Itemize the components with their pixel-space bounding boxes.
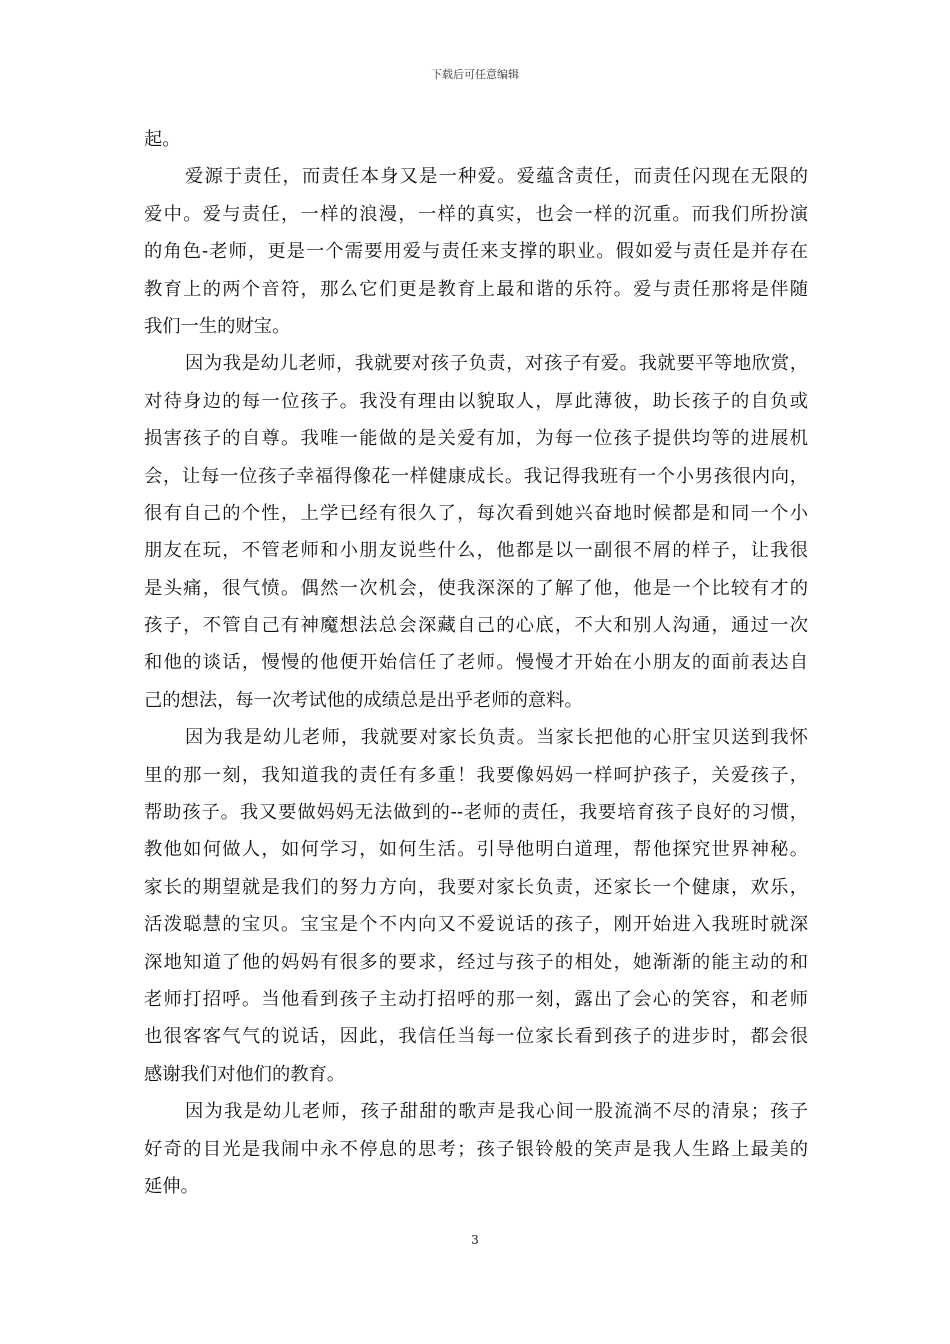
text-line: 家长的期望就是我们的努力方向，我要对家长负责，还家长一个健康，欢乐，	[144, 876, 808, 898]
document-body	[144, 121, 808, 1205]
text-line: 会，让每一位孩子幸福得像花一样健康成长。我记得我班有一个小男孩很内向，	[144, 465, 808, 487]
text-line: 深地知道了他的妈妈有很多的要求，经过与孩子的相处，她渐渐的能主动的和	[144, 951, 808, 973]
paragraph-start-line: 因为我是幼儿老师，我就要对孩子负责，对孩子有爱。我就要平等地欣赏，	[185, 353, 808, 375]
text-line: 教育上的两个音符，那么它们更是教育上最和谐的乐符。爱与责任那将是伴随	[144, 278, 808, 300]
paragraph-start-line: 因为我是幼儿老师，孩子甜甜的歌声是我心间一股流淌不尽的清泉；孩子	[185, 1101, 808, 1123]
text-line: 是头痛，很气愤。偶然一次机会，使我深深的了解了他，他是一个比较有才的	[144, 577, 808, 599]
text-line: 对待身边的每一位孩子。我没有理由以貌取人，厚此薄彼，助长孩子的自负或	[144, 390, 808, 412]
text-line: 教他如何做人，如何学习，如何生活。引导他明白道理，帮他探究世界神秘。	[144, 839, 808, 861]
text-line: 朋友在玩，不管老师和小朋友说些什么，他都是以一副很不屑的样子，让我很	[144, 540, 808, 562]
text-line: 帮助孩子。我又要做妈妈无法做到的--老师的责任，我要培育孩子良好的习惯，	[144, 802, 808, 824]
paragraph-start-line: 因为我是幼儿老师，我就要对家长负责。当家长把他的心肝宝贝送到我怀	[185, 727, 808, 749]
text-line: 爱中。爱与责任，一样的浪漫，一样的真实，也会一样的沉重。而我们所扮演	[144, 203, 808, 225]
text-line: 损害孩子的自尊。我唯一能做的是关爱有加，为每一位孩子提供均等的进展机	[144, 428, 808, 450]
text-line: 好奇的目光是我闹中永不停息的思考；孩子银铃般的笑声是我人生路上最美的	[144, 1138, 808, 1160]
text-line: 和他的谈话，慢慢的他便开始信任了老师。慢慢才开始在小朋友的面前表达自	[144, 652, 808, 674]
text-line: 的角色-老师，更是一个需要用爱与责任来支撑的职业。假如爱与责任是并存在	[144, 241, 808, 263]
text-line: 我们一生的财宝。	[144, 315, 291, 337]
text-line: 孩子，不管自己有神魔想法总会深藏自己的心底，不大和别人沟通，通过一次	[144, 615, 808, 637]
page-header: 下载后可任意编辑	[431, 68, 519, 81]
text-line: 很有自己的个性，上学已经有很久了，每次看到她兴奋地时候都是和同一个小	[144, 502, 808, 524]
text-line: 活泼聪慧的宝贝。宝宝是个不内向又不爱说话的孩子，刚开始进入我班时就深	[144, 914, 808, 936]
text-line: 己的想法，每一次考试他的成绩总是出乎老师的意料。	[144, 689, 583, 711]
page-number: 3	[471, 1233, 479, 1247]
text-line: 也很客客气气的说话，因此，我信任当每一位家长看到孩子的进步时，都会很	[144, 1026, 808, 1048]
text-line: 起。	[144, 129, 181, 150]
text-line: 延伸。	[144, 1175, 199, 1197]
text-line: 感谢我们对他们的教育。	[144, 1063, 346, 1085]
paragraph-start-line: 爱源于责任，而责任本身又是一种爱。爱蕴含责任，而责任闪现在无限的	[185, 166, 808, 188]
text-line: 老师打招呼。当他看到孩子主动打招呼的那一刻，露出了会心的笑容，和老师	[144, 988, 808, 1010]
text-line: 里的那一刻，我知道我的责任有多重！我要像妈妈一样呵护孩子，关爱孩子，	[144, 764, 808, 786]
